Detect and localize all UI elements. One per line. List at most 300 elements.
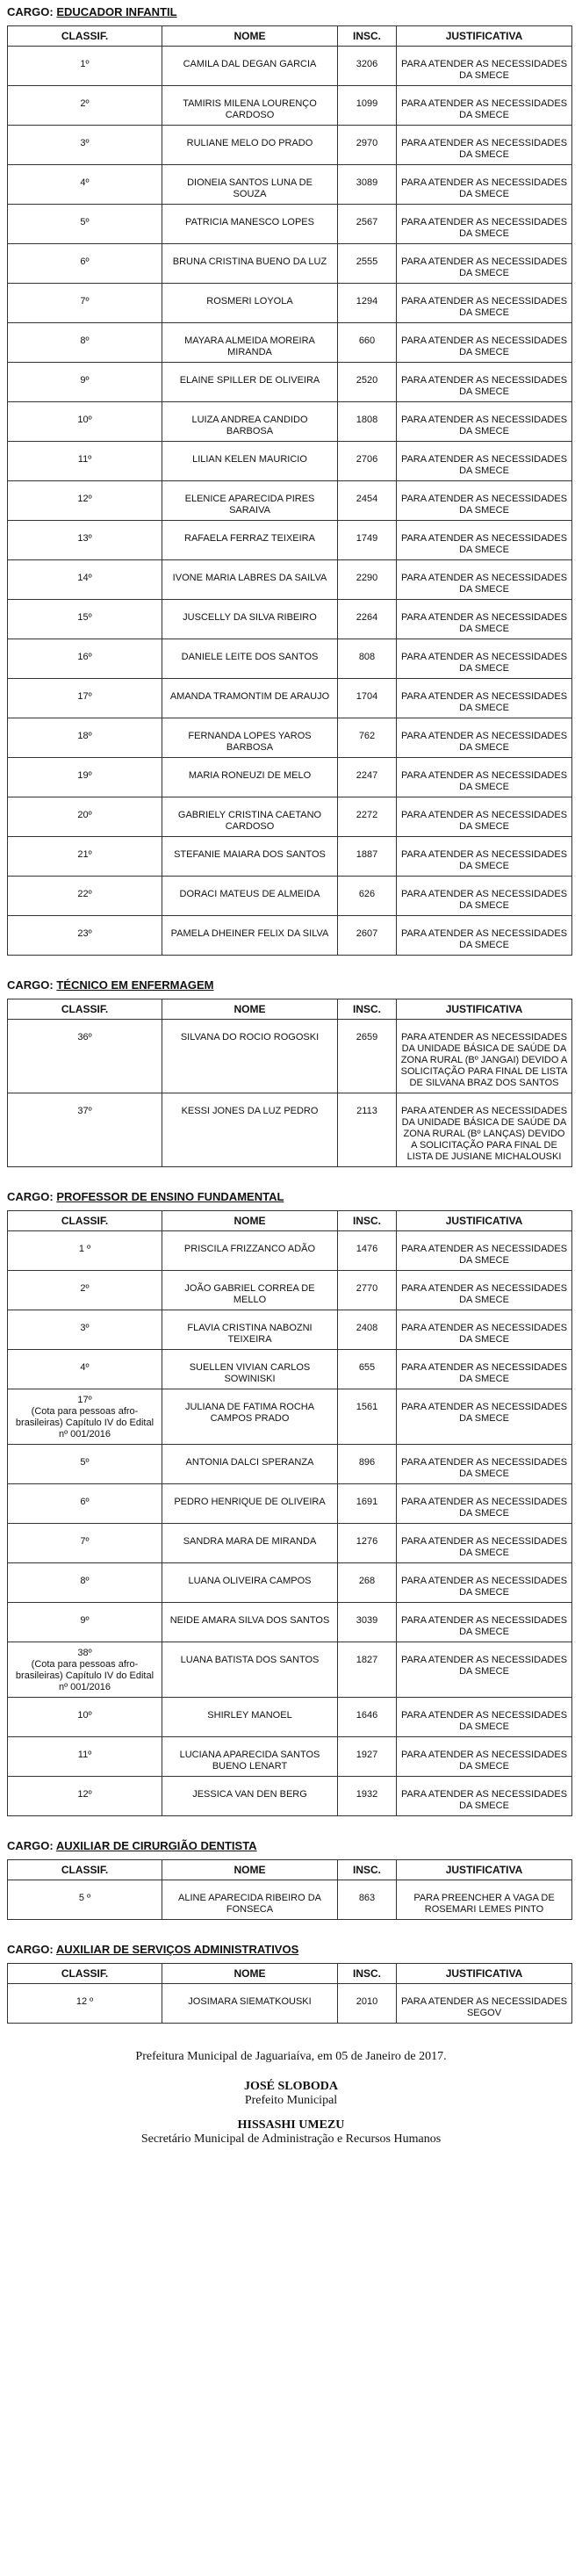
- justificativa-cell: PARA ATENDER AS NECESSIDADES DA SMECE: [397, 165, 572, 205]
- classif-value: 7º: [80, 1536, 90, 1547]
- insc-cell: 1704: [338, 679, 397, 718]
- table-row: [8, 1737, 572, 1777]
- nome-cell: FLAVIA CRISTINA NABOZNI TEIXEIRA: [162, 1310, 338, 1350]
- justificativa-cell: PARA ATENDER AS NECESSIDADES DA SMECE: [397, 916, 572, 956]
- insc-cell: 2264: [338, 600, 397, 639]
- column-header-justificativa: JUSTIFICATIVA: [397, 999, 572, 1020]
- justificativa-cell: PARA ATENDER AS NECESSIDADES DA SMECE: [397, 205, 572, 244]
- table-row: [8, 442, 572, 481]
- nome-cell: JESSICA VAN DEN BERG: [162, 1777, 338, 1816]
- cargo-label: CARGO:: [7, 1839, 54, 1852]
- table-row: [8, 916, 572, 956]
- justificativa-cell: PARA ATENDER AS NECESSIDADES DA SMECE: [397, 1524, 572, 1563]
- classif-value: 7º: [80, 296, 90, 307]
- insc-cell: 2520: [338, 363, 397, 402]
- classif-cell: [8, 560, 162, 600]
- classif-cell: [8, 679, 162, 718]
- nome-cell: STEFANIE MAIARA DOS SANTOS: [162, 837, 338, 877]
- insc-cell: 1827: [338, 1642, 397, 1698]
- classif-cell: [8, 1484, 162, 1524]
- classif-cell: [8, 402, 162, 442]
- classif-value: 14º: [77, 573, 92, 583]
- insc-cell: 626: [338, 877, 397, 916]
- justificativa-cell: PARA ATENDER AS NECESSIDADES DA SMECE: [397, 323, 572, 363]
- nome-cell: CAMILA DAL DEGAN GARCIA: [162, 47, 338, 86]
- justificativa-cell: PARA PREENCHER A VAGA DE ROSEMARI LEMES PINTO: [397, 1880, 572, 1920]
- justificativa-cell: PARA ATENDER AS NECESSIDADES DA SMECE: [397, 758, 572, 797]
- justificativa-cell: PARA ATENDER AS NECESSIDADES DA UNIDADE BÁSICA DE SAÚDE DA ZONA RURAL (Bº LANÇAS) DEVIDO A SOLICITAÇÃO PARA FINAL DE LISTA DE JUSIANE MICHALOUSKI: [397, 1093, 572, 1167]
- classif-cell: [8, 1984, 162, 2024]
- insc-cell: 1561: [338, 1389, 397, 1445]
- classif-value: 37º: [77, 1106, 92, 1116]
- insc-cell: 2113: [338, 1093, 397, 1167]
- insc-cell: 1887: [338, 837, 397, 877]
- classif-value: 15º: [77, 612, 92, 623]
- column-header-justificativa: JUSTIFICATIVA: [397, 1211, 572, 1231]
- table-row: [8, 521, 572, 560]
- classif-cell: [8, 1389, 162, 1445]
- insc-cell: 863: [338, 1880, 397, 1920]
- place-date: Prefeitura Municipal de Jaguariaíva, em 05 de Janeiro de 2017.: [135, 2050, 447, 2063]
- table-row: [8, 86, 572, 126]
- justificativa-cell: PARA ATENDER AS NECESSIDADES DA SMECE: [397, 1445, 572, 1484]
- classif-cell: [8, 1880, 162, 1920]
- justificativa-cell: PARA ATENDER AS NECESSIDADES DA SMECE: [397, 284, 572, 323]
- table-row: [8, 758, 572, 797]
- table-row: [8, 47, 572, 86]
- nome-cell: SANDRA MARA DE MIRANDA: [162, 1524, 338, 1563]
- justificativa-cell: PARA ATENDER AS NECESSIDADES DA SMECE: [397, 1350, 572, 1389]
- classif-cell: [8, 363, 162, 402]
- classif-value: 1º: [80, 59, 90, 69]
- table-row: [8, 837, 572, 877]
- insc-cell: 1691: [338, 1484, 397, 1524]
- classif-value: 4º: [80, 177, 90, 188]
- classif-cell: [8, 442, 162, 481]
- cargo-label: CARGO:: [7, 5, 54, 18]
- cargo-name: TÉCNICO EM ENFERMAGEM: [56, 978, 214, 992]
- nome-cell: RULIANE MELO DO PRADO: [162, 126, 338, 165]
- classif-cell: [8, 165, 162, 205]
- nome-cell: MARIA RONEUZI DE MELO: [162, 758, 338, 797]
- table-row: [8, 1484, 572, 1524]
- nome-cell: SHIRLEY MANOEL: [162, 1698, 338, 1737]
- cargo-label: CARGO:: [7, 1943, 54, 1956]
- column-header-classif: CLASSIF.: [8, 26, 162, 47]
- table-row: [8, 1310, 572, 1350]
- table-row: [8, 1698, 572, 1737]
- nome-cell: PEDRO HENRIQUE DE OLIVEIRA: [162, 1484, 338, 1524]
- secretary-name: HISSASHI UMEZU: [237, 2118, 345, 2132]
- classif-value: 9º: [80, 375, 90, 386]
- column-header-classif: CLASSIF.: [8, 1211, 162, 1231]
- column-header-nome: NOME: [162, 26, 338, 47]
- insc-cell: 2290: [338, 560, 397, 600]
- classification-table: [7, 1963, 572, 2024]
- secretary-role: Secretário Municipal de Administração e Recursos Humanos: [140, 2132, 442, 2146]
- classif-value: 6º: [80, 1497, 90, 1507]
- table-row: [8, 1880, 572, 1920]
- insc-cell: 896: [338, 1445, 397, 1484]
- classif-cell: [8, 1093, 162, 1167]
- justificativa-cell: PARA ATENDER AS NECESSIDADES DA SMECE: [397, 86, 572, 126]
- classif-value: 11º: [77, 454, 92, 465]
- classif-value: 9º: [80, 1615, 90, 1626]
- table-row: [8, 600, 572, 639]
- column-header-nome: NOME: [162, 1860, 338, 1880]
- column-header-justificativa: JUSTIFICATIVA: [397, 1964, 572, 1984]
- justificativa-cell: PARA ATENDER AS NECESSIDADES SEGOV: [397, 1984, 572, 2024]
- cargo-label: CARGO:: [7, 978, 54, 992]
- column-header-insc: INSC.: [338, 1964, 397, 1984]
- table-row: [8, 1231, 572, 1271]
- classif-value: 12 º: [75, 1996, 94, 2007]
- justificativa-cell: PARA ATENDER AS NECESSIDADES DA SMECE: [397, 1389, 572, 1445]
- justificativa-cell: PARA ATENDER AS NECESSIDADES DA SMECE: [397, 1777, 572, 1816]
- classif-cell: [8, 1603, 162, 1642]
- insc-cell: 808: [338, 639, 397, 679]
- classification-table: [7, 999, 572, 1167]
- cargo-name: PROFESSOR DE ENSINO FUNDAMENTAL: [56, 1190, 284, 1203]
- classif-value: 10º: [77, 1710, 92, 1721]
- justificativa-cell: PARA ATENDER AS NECESSIDADES DA SMECE: [397, 718, 572, 758]
- column-header-justificativa: JUSTIFICATIVA: [397, 1860, 572, 1880]
- justificativa-cell: PARA ATENDER AS NECESSIDADES DA SMECE: [397, 521, 572, 560]
- justificativa-cell: PARA ATENDER AS NECESSIDADES DA SMECE: [397, 126, 572, 165]
- classif-cell: [8, 521, 162, 560]
- classif-cell: [8, 718, 162, 758]
- classif-cell: [8, 797, 162, 837]
- nome-cell: KESSI JONES DA LUZ PEDRO: [162, 1093, 338, 1167]
- classif-value: 6º: [80, 256, 90, 267]
- column-header-classif: CLASSIF.: [8, 999, 162, 1020]
- signature-block: [7, 2050, 575, 2147]
- insc-cell: 762: [338, 718, 397, 758]
- cargo-header: [7, 978, 575, 992]
- nome-cell: LUANA BATISTA DOS SANTOS: [162, 1642, 338, 1698]
- classification-table: [7, 25, 572, 956]
- nome-cell: MAYARA ALMEIDA MOREIRA MIRANDA: [162, 323, 338, 363]
- nome-cell: DORACI MATEUS DE ALMEIDA: [162, 877, 338, 916]
- justificativa-cell: PARA ATENDER AS NECESSIDADES DA SMECE: [397, 1271, 572, 1310]
- insc-cell: 655: [338, 1350, 397, 1389]
- insc-cell: 3039: [338, 1603, 397, 1642]
- insc-cell: 2770: [338, 1271, 397, 1310]
- table-row: [8, 1524, 572, 1563]
- insc-cell: 1276: [338, 1524, 397, 1563]
- justificativa-cell: PARA ATENDER AS NECESSIDADES DA SMECE: [397, 1231, 572, 1271]
- justificativa-cell: PARA ATENDER AS NECESSIDADES DA SMECE: [397, 47, 572, 86]
- classif-value: 1 º: [78, 1244, 91, 1254]
- classif-value: 8º: [80, 1576, 90, 1586]
- classif-cell: [8, 600, 162, 639]
- insc-cell: 1646: [338, 1698, 397, 1737]
- nome-cell: PATRICIA MANESCO LOPES: [162, 205, 338, 244]
- nome-cell: DIONEIA SANTOS LUNA DE SOUZA: [162, 165, 338, 205]
- table-row: [8, 718, 572, 758]
- insc-cell: 3206: [338, 47, 397, 86]
- cargo-header: [7, 1190, 575, 1203]
- table-row: [8, 205, 572, 244]
- nome-cell: BRUNA CRISTINA BUENO DA LUZ: [162, 244, 338, 284]
- insc-cell: 1927: [338, 1737, 397, 1777]
- nome-cell: AMANDA TRAMONTIM DE ARAUJO: [162, 679, 338, 718]
- document-page: [0, 5, 582, 2147]
- table-row: [8, 1389, 572, 1445]
- justificativa-cell: PARA ATENDER AS NECESSIDADES DA UNIDADE BÁSICA DE SAÚDE DA ZONA RURAL (Bº JANGAI) DEVIDO A SOLICITAÇÃO PARA FINAL DE LISTA DE SILVANA BRAZ DOS SANTOS: [397, 1020, 572, 1093]
- classif-cell: [8, 1698, 162, 1737]
- classif-value: 3º: [80, 138, 90, 148]
- nome-cell: JOÃO GABRIEL CORREA DE MELLO: [162, 1271, 338, 1310]
- table-row: [8, 323, 572, 363]
- classif-cell: [8, 1777, 162, 1816]
- cargo-name: EDUCADOR INFANTIL: [56, 5, 177, 18]
- table-row: [8, 481, 572, 521]
- nome-cell: TAMIRIS MILENA LOURENÇO CARDOSO: [162, 86, 338, 126]
- section-spacer: [7, 1816, 575, 1834]
- table-row: [8, 126, 572, 165]
- table-header-row: [8, 1860, 572, 1880]
- column-header-nome: NOME: [162, 1964, 338, 1984]
- justificativa-cell: PARA ATENDER AS NECESSIDADES DA SMECE: [397, 442, 572, 481]
- classif-cell: [8, 323, 162, 363]
- table-row: [8, 877, 572, 916]
- column-header-insc: INSC.: [338, 1211, 397, 1231]
- nome-cell: DANIELE LEITE DOS SANTOS: [162, 639, 338, 679]
- insc-cell: 2408: [338, 1310, 397, 1350]
- table-row: [8, 1603, 572, 1642]
- justificativa-cell: PARA ATENDER AS NECESSIDADES DA SMECE: [397, 1310, 572, 1350]
- table-header-row: [8, 999, 572, 1020]
- column-header-nome: NOME: [162, 999, 338, 1020]
- insc-cell: 660: [338, 323, 397, 363]
- justificativa-cell: PARA ATENDER AS NECESSIDADES DA SMECE: [397, 877, 572, 916]
- insc-cell: 2454: [338, 481, 397, 521]
- classification-table: [7, 1210, 572, 1816]
- classif-cell: [8, 481, 162, 521]
- classif-value: 20º: [77, 810, 92, 820]
- classif-value: 38º: [77, 1648, 92, 1658]
- table-row: [8, 1445, 572, 1484]
- column-header-classif: CLASSIF.: [8, 1860, 162, 1880]
- table-row: [8, 284, 572, 323]
- table-row: [8, 1642, 572, 1698]
- insc-cell: 2706: [338, 442, 397, 481]
- insc-cell: 2555: [338, 244, 397, 284]
- classif-cell: [8, 205, 162, 244]
- classif-quota-note: (Cota para pessoas afro-brasileiras) Capítulo IV do Edital nº 001/2016: [15, 1659, 154, 1692]
- classif-value: 22º: [77, 889, 92, 899]
- column-header-justificativa: JUSTIFICATIVA: [397, 26, 572, 47]
- classif-value: 2º: [80, 98, 90, 109]
- justificativa-cell: PARA ATENDER AS NECESSIDADES DA SMECE: [397, 1698, 572, 1737]
- classif-cell: [8, 639, 162, 679]
- justificativa-cell: PARA ATENDER AS NECESSIDADES DA SMECE: [397, 1563, 572, 1603]
- insc-cell: 1294: [338, 284, 397, 323]
- justificativa-cell: PARA ATENDER AS NECESSIDADES DA SMECE: [397, 600, 572, 639]
- table-row: [8, 402, 572, 442]
- table-header-row: [8, 1964, 572, 1984]
- nome-cell: FERNANDA LOPES YAROS BARBOSA: [162, 718, 338, 758]
- nome-cell: SUELLEN VIVIAN CARLOS SOWINISKI: [162, 1350, 338, 1389]
- nome-cell: GABRIELY CRISTINA CAETANO CARDOSO: [162, 797, 338, 837]
- insc-cell: 2970: [338, 126, 397, 165]
- classif-value: 2º: [80, 1283, 90, 1294]
- insc-cell: 1099: [338, 86, 397, 126]
- justificativa-cell: PARA ATENDER AS NECESSIDADES DA SMECE: [397, 244, 572, 284]
- table-row: [8, 1777, 572, 1816]
- classif-value: 5º: [80, 1457, 90, 1468]
- classif-cell: [8, 877, 162, 916]
- justificativa-cell: PARA ATENDER AS NECESSIDADES DA SMECE: [397, 797, 572, 837]
- insc-cell: 2607: [338, 916, 397, 956]
- justificativa-cell: PARA ATENDER AS NECESSIDADES DA SMECE: [397, 1484, 572, 1524]
- classif-value: 16º: [77, 652, 92, 662]
- column-header-insc: INSC.: [338, 999, 397, 1020]
- classif-value: 3º: [80, 1323, 90, 1333]
- nome-cell: LILIAN KELEN MAURICIO: [162, 442, 338, 481]
- table-row: [8, 679, 572, 718]
- classif-value: 12º: [77, 1789, 92, 1800]
- classif-cell: [8, 1445, 162, 1484]
- classif-cell: [8, 244, 162, 284]
- classif-quota-note: (Cota para pessoas afro-brasileiras) Capítulo IV do Edital nº 001/2016: [15, 1406, 154, 1440]
- table-row: [8, 1563, 572, 1603]
- column-header-insc: INSC.: [338, 1860, 397, 1880]
- justificativa-cell: PARA ATENDER AS NECESSIDADES DA SMECE: [397, 560, 572, 600]
- nome-cell: IVONE MARIA LABRES DA SAILVA: [162, 560, 338, 600]
- classif-cell: [8, 1310, 162, 1350]
- cargo-label: CARGO:: [7, 1190, 54, 1203]
- nome-cell: PRISCILA FRIZZANCO ADÃO: [162, 1231, 338, 1271]
- classif-value: 12º: [77, 494, 92, 504]
- insc-cell: 2272: [338, 797, 397, 837]
- insc-cell: 1749: [338, 521, 397, 560]
- classif-value: 19º: [77, 770, 92, 781]
- mayor-role: Prefeito Municipal: [244, 2094, 338, 2107]
- classif-value: 18º: [77, 731, 92, 741]
- classif-cell: [8, 126, 162, 165]
- insc-cell: 3089: [338, 165, 397, 205]
- justificativa-cell: PARA ATENDER AS NECESSIDADES DA SMECE: [397, 402, 572, 442]
- table-row: [8, 797, 572, 837]
- classif-value: 11º: [77, 1750, 92, 1760]
- justificativa-cell: PARA ATENDER AS NECESSIDADES DA SMECE: [397, 837, 572, 877]
- classif-cell: [8, 284, 162, 323]
- table-row: [8, 1350, 572, 1389]
- nome-cell: LUANA OLIVEIRA CAMPOS: [162, 1563, 338, 1603]
- nome-cell: SILVANA DO ROCIO ROGOSKI: [162, 1020, 338, 1093]
- insc-cell: 1932: [338, 1777, 397, 1816]
- classif-value: 13º: [77, 533, 92, 544]
- nome-cell: ELAINE SPILLER DE OLIVEIRA: [162, 363, 338, 402]
- justificativa-cell: PARA ATENDER AS NECESSIDADES DA SMECE: [397, 481, 572, 521]
- nome-cell: JUSCELLY DA SILVA RIBEIRO: [162, 600, 338, 639]
- classif-value: 23º: [77, 928, 92, 939]
- insc-cell: 2247: [338, 758, 397, 797]
- mayor-name: JOSÉ SLOBODA: [244, 2080, 338, 2093]
- section-spacer: [7, 1920, 575, 1937]
- insc-cell: 2659: [338, 1020, 397, 1093]
- classif-value: 4º: [80, 1362, 90, 1373]
- classif-value: 10º: [77, 415, 92, 425]
- section-spacer: [7, 956, 575, 973]
- classif-cell: [8, 47, 162, 86]
- table-row: [8, 639, 572, 679]
- column-header-classif: CLASSIF.: [8, 1964, 162, 1984]
- cargo-header: [7, 1839, 575, 1852]
- table-header-row: [8, 1211, 572, 1231]
- table-row: [8, 1093, 572, 1167]
- nome-cell: LUCIANA APARECIDA SANTOS BUENO LENART: [162, 1737, 338, 1777]
- classif-value: 17º: [77, 1395, 92, 1405]
- justificativa-cell: PARA ATENDER AS NECESSIDADES DA SMECE: [397, 1603, 572, 1642]
- classif-cell: [8, 1271, 162, 1310]
- classif-value: 5º: [80, 217, 90, 227]
- cargo-name: AUXILIAR DE SERVIÇOS ADMINISTRATIVOS: [55, 1943, 299, 1956]
- nome-cell: RAFAELA FERRAZ TEIXEIRA: [162, 521, 338, 560]
- column-header-nome: NOME: [162, 1211, 338, 1231]
- cargo-header: [7, 5, 575, 18]
- classif-value: 17º: [77, 691, 92, 702]
- classif-cell: [8, 1563, 162, 1603]
- table-row: [8, 1020, 572, 1093]
- classif-value: 36º: [77, 1032, 92, 1043]
- cargo-name: AUXILIAR DE CIRURGIÃO DENTISTA: [55, 1839, 257, 1852]
- classif-cell: [8, 837, 162, 877]
- classif-cell: [8, 1524, 162, 1563]
- classif-cell: [8, 1737, 162, 1777]
- nome-cell: ANTONIA DALCI SPERANZA: [162, 1445, 338, 1484]
- insc-cell: 2010: [338, 1984, 397, 2024]
- classif-cell: [8, 1020, 162, 1093]
- nome-cell: JOSIMARA SIEMATKOUSKI: [162, 1984, 338, 2024]
- column-header-insc: INSC.: [338, 26, 397, 47]
- nome-cell: ROSMERI LOYOLA: [162, 284, 338, 323]
- insc-cell: 1808: [338, 402, 397, 442]
- justificativa-cell: PARA ATENDER AS NECESSIDADES DA SMECE: [397, 639, 572, 679]
- table-row: [8, 165, 572, 205]
- nome-cell: JULIANA DE FATIMA ROCHA CAMPOS PRADO: [162, 1389, 338, 1445]
- classif-value: 5 º: [78, 1893, 91, 1903]
- section-spacer: [7, 1167, 575, 1185]
- classif-value: 8º: [80, 336, 90, 346]
- insc-cell: 1476: [338, 1231, 397, 1271]
- classif-cell: [8, 1231, 162, 1271]
- classif-cell: [8, 758, 162, 797]
- section-spacer: [7, 2024, 575, 2041]
- classif-cell: [8, 916, 162, 956]
- table-row: [8, 1984, 572, 2024]
- insc-cell: 2567: [338, 205, 397, 244]
- nome-cell: ALINE APARECIDA RIBEIRO DA FONSECA: [162, 1880, 338, 1920]
- nome-cell: ELENICE APARECIDA PIRES SARAIVA: [162, 481, 338, 521]
- table-row: [8, 560, 572, 600]
- justificativa-cell: PARA ATENDER AS NECESSIDADES DA SMECE: [397, 679, 572, 718]
- table-row: [8, 363, 572, 402]
- justificativa-cell: PARA ATENDER AS NECESSIDADES DA SMECE: [397, 363, 572, 402]
- classification-table: [7, 1859, 572, 1920]
- justificativa-cell: PARA ATENDER AS NECESSIDADES DA SMECE: [397, 1737, 572, 1777]
- justificativa-cell: PARA ATENDER AS NECESSIDADES DA SMECE: [397, 1642, 572, 1698]
- classif-value: 21º: [77, 849, 92, 860]
- table-row: [8, 1271, 572, 1310]
- insc-cell: 268: [338, 1563, 397, 1603]
- classif-cell: [8, 1642, 162, 1698]
- nome-cell: LUIZA ANDREA CANDIDO BARBOSA: [162, 402, 338, 442]
- sections-container: [7, 5, 575, 2041]
- cargo-header: [7, 1943, 575, 1956]
